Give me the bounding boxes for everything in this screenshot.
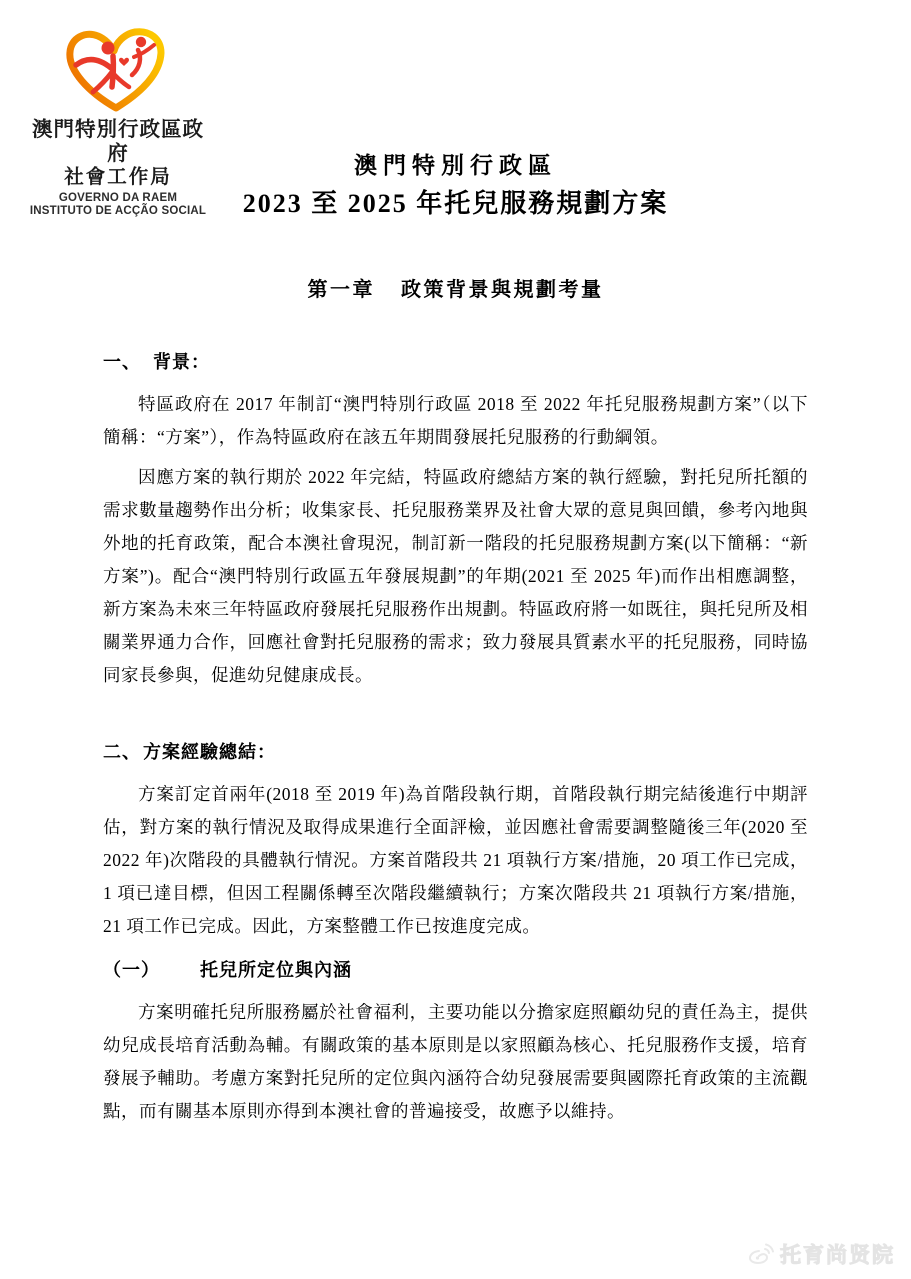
org-name-pt-line1: GOVERNO DA RAEM <box>58 192 178 204</box>
paragraph: 方案訂定首兩年(2018 至 2019 年)為首階段執行期，首階段執行期完結後進行中期評估，對方案的執行情況及取得成果進行全面評檢，並因應社會需要調整隨後三年(2020 至 2022 年)次階段的具體執行情況。方案首階段共 21 項執行方案/措施，20 項工作已完成，1 項已達目標，但因工程關係轉至次階段繼續執行；方案次階段共 21 項執行方案/措施，21 項工作已完成。因此，方案整體工作已按進度完成。 <box>103 784 808 937</box>
document-title-line2: 2023 至 2025 年托兒服務規劃方案 <box>242 189 669 219</box>
paragraph: 特區政府在 2017 年制訂“澳門特別行政區 2018 至 2022 年托兒服務規劃方案”（以下簡稱：“方案”），作為特區政府在該五年期間發展托兒服務的行動綱領。 <box>103 394 808 448</box>
subsection-heading-text: 托兒所定位與內涵 <box>200 960 352 981</box>
chapter-label: 第一章 <box>307 279 375 302</box>
section-heading-background <box>103 348 808 374</box>
org-name-pt-line2: INSTITUTO DE ACÇÃO SOCIAL <box>29 205 207 217</box>
section-marker: 一、 <box>103 352 141 373</box>
watermark-text: 托育尚贤院 <box>780 1244 895 1267</box>
heart-logo-icon <box>56 24 180 114</box>
weibo-icon <box>748 1243 774 1265</box>
org-name-zh-line1: 澳門特別行政區政府 <box>32 118 204 165</box>
agency-logo-block <box>26 24 210 218</box>
section-heading-text: 方案經驗總結： <box>143 742 276 763</box>
paragraph: 方案明確托兒所服務屬於社會福利，主要功能以分擔家庭照顧幼兒的責任為主，提供幼兒成長培育活動為輔。有關政策的基本原則是以家照顧為核心、托兒服務作支援，培育發展予輔助。考慮方案對托兒所的定位與內涵符合幼兒發展需要與國際托育政策的主流觀點，而有關基本原則亦得到本澳社會的普遍接受，故應予以維持。 <box>103 1002 808 1122</box>
watermark <box>748 1239 895 1269</box>
chapter-title: 政策背景與規劃考量 <box>401 279 604 302</box>
subsection-heading-positioning <box>103 956 808 982</box>
subsection-marker: （一） <box>103 960 160 981</box>
section-background <box>103 348 808 692</box>
section-plan-experience-summary <box>103 738 808 1128</box>
document-title-line1: 澳門特別行政區 <box>354 153 557 179</box>
org-name-zh-line2: 社會工作局 <box>64 166 172 188</box>
chapter-heading <box>103 273 808 302</box>
section-heading-text: 背景： <box>153 352 210 373</box>
section-heading-summary <box>103 738 808 764</box>
section-marker: 二、 <box>103 742 141 763</box>
paragraph: 因應方案的執行期於 2022 年完結，特區政府總結方案的執行經驗，對托兒所托額的需求數量趨勢作出分析；收集家長、托兒服務業界及社會大眾的意見與回饋，參考內地與外地的托育政策，配合本澳社會現況，制訂新一階段的托兒服務規劃方案(以下簡稱：“新方案”)。配合“澳門特別行政區五年發展規劃”的年期(2021 至 2025 年)而作出相應調整，新方案為未來三年特區政府發展托兒服務作出規劃。特區政府將一如既往，與托兒所及相關業界通力合作，回應社會對托兒服務的需求；致力發展具質素水平的托兒服務，同時協同家長參與，促進幼兒健康成長。 <box>103 467 808 686</box>
